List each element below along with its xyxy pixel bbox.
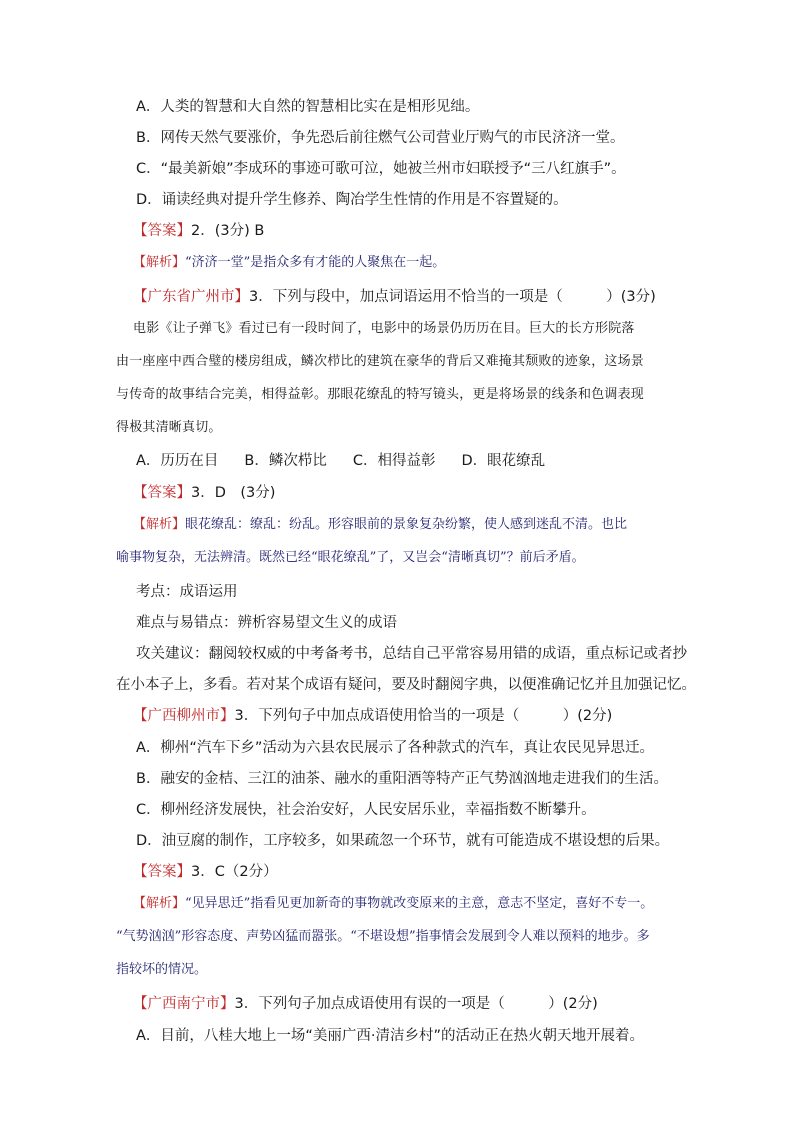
answer-tag: 【答案】 (133, 864, 191, 880)
q3b-answer (116, 862, 694, 882)
q2-explanation (116, 253, 694, 273)
passage-line: 由一座座中西合璧的楼房组成，鳞次栉比的建筑在豪华的背后又难掩其颓败的迹象，这场景 (116, 354, 645, 369)
region-tag: 【广东省广州市】 (133, 289, 249, 305)
q3c-heading (116, 994, 694, 1014)
q3b-option-c: C．柳州经济发展快，社会治安好，人民安居乐业，幸福指数不断攀升。 (136, 802, 596, 818)
q2-option-d: D．诵读经典对提升学生修养、陶冶学生性情的作用是不容置疑的。 (136, 192, 568, 208)
q3b-option-d: D．油豆腐的制作，工序较多，如果疏忽一个环节，就有可能造成不堪设想的后果。 (136, 833, 670, 849)
explain-line: “气势汹汹”形容态度、声势凶猛而嚣张。“不堪设想”指事情会发展到令人难以预料的地步。多 (116, 929, 650, 944)
explain-text: “济济一堂”是指众多有才能的人聚焦在一起。 (185, 255, 446, 270)
q3a-option-d: D．眼花缭乱 (461, 453, 546, 469)
explain-line: 喻事物复杂，无法辨清。既然已经“眼花缭乱”了，又岂会“清晰真切”？前后矛盾。 (116, 550, 585, 565)
q3a-option-a: A．历历在目 (136, 453, 219, 469)
explain-line: 指较坏的情况。 (116, 962, 208, 977)
q3a-explanation (116, 515, 694, 568)
note-jianyi-1: 攻关建议：翻阅较权威的中考备考书，总结自己平常容易用错的成语，重点标记或者抄 (136, 646, 687, 662)
explain-line (116, 894, 694, 914)
explain-line (116, 515, 694, 535)
question-text: 3．下列与段中，加点词语运用不恰当的一项是（ ）(3分) (249, 289, 656, 305)
note-kaodian: 考点：成语运用 (136, 584, 238, 600)
explain-tag: 【解析】 (133, 517, 186, 532)
answer-text: 3．D (3分) (191, 485, 276, 501)
q3b-heading (116, 706, 694, 726)
q3a-passage (116, 319, 694, 438)
passage-line: 得极其清晰真切。 (116, 420, 222, 435)
q3b-explanation (116, 894, 694, 980)
passage-line: 与传奇的故事结合完美，相得益彰。那眼花缭乱的特写镜头，更是将场景的线条和色调表现 (116, 387, 645, 402)
q3a-options (116, 451, 694, 471)
question-text: 3．下列句子中加点成语使用恰当的一项是（ ）(2分) (234, 708, 613, 724)
q2-option-c: C．“最美新娘”李成环的事迹可歌可泣，她被兰州市妇联授予“三八红旗手”。 (136, 161, 626, 177)
question-text: 3．下列句子加点成语使用有误的一项是（ ）(2分) (234, 996, 598, 1012)
answer-text: 3．C（2分） (191, 864, 278, 880)
q2-option-a: A．人类的智慧和大自然的智慧相比实在是相形见绌。 (136, 99, 480, 115)
explain-tag: 【解析】 (133, 255, 186, 270)
answer-text: 2．(3分) B (191, 223, 265, 239)
q3a-heading (116, 287, 694, 307)
q2-answer (116, 221, 694, 241)
q3a-option-c: C．相得益彰 (352, 453, 436, 469)
answer-tag: 【答案】 (133, 485, 191, 501)
q2-option-b: B．网传天然气要涨价，争先恐后前往燃气公司营业厅购气的市民济济一堂。 (136, 130, 625, 146)
q3a-answer (116, 483, 694, 503)
q3b-option-a: A．柳州“汽车下乡”活动为六县农民展示了各种款式的汽车，真让农民见异思迁。 (136, 740, 654, 756)
q3a-option-b: B．鳞次栉比 (244, 453, 327, 469)
region-tag: 【广西南宁市】 (133, 996, 235, 1012)
explain-tag: 【解析】 (133, 896, 186, 911)
note-jianyi-2: 在小本子上，多看。若对某个成语有疑问，要及时翻阅字典，以便准确记忆并且加强记忆。 (116, 677, 696, 693)
explain-text: “见异思迁”指看见更加新奇的事物就改变原来的主意，意志不坚定，喜好不专一。 (185, 896, 654, 911)
answer-tag: 【答案】 (133, 223, 191, 239)
region-tag: 【广西柳州市】 (133, 708, 235, 724)
note-nandian: 难点与易错点：辨析容易望文生义的成语 (136, 615, 397, 631)
q3c-option-a: A．目前，八桂大地上一场“美丽广西·清洁乡村”的活动正在热火朝天地开展着。 (136, 1028, 645, 1044)
passage-line: 电影《让子弹飞》看过已有一段时间了，电影中的场景仍历历在目。巨大的长方形院落 (133, 321, 635, 336)
explain-text: 眼花缭乱：缭乱：纷乱。形容眼前的景象复杂纷繁，使人感到迷乱不清。也比 (185, 517, 628, 532)
q3b-option-b: B．融安的金桔、三江的油茶、融水的重阳酒等特产正气势汹汹地走进我们的生活。 (136, 771, 668, 787)
